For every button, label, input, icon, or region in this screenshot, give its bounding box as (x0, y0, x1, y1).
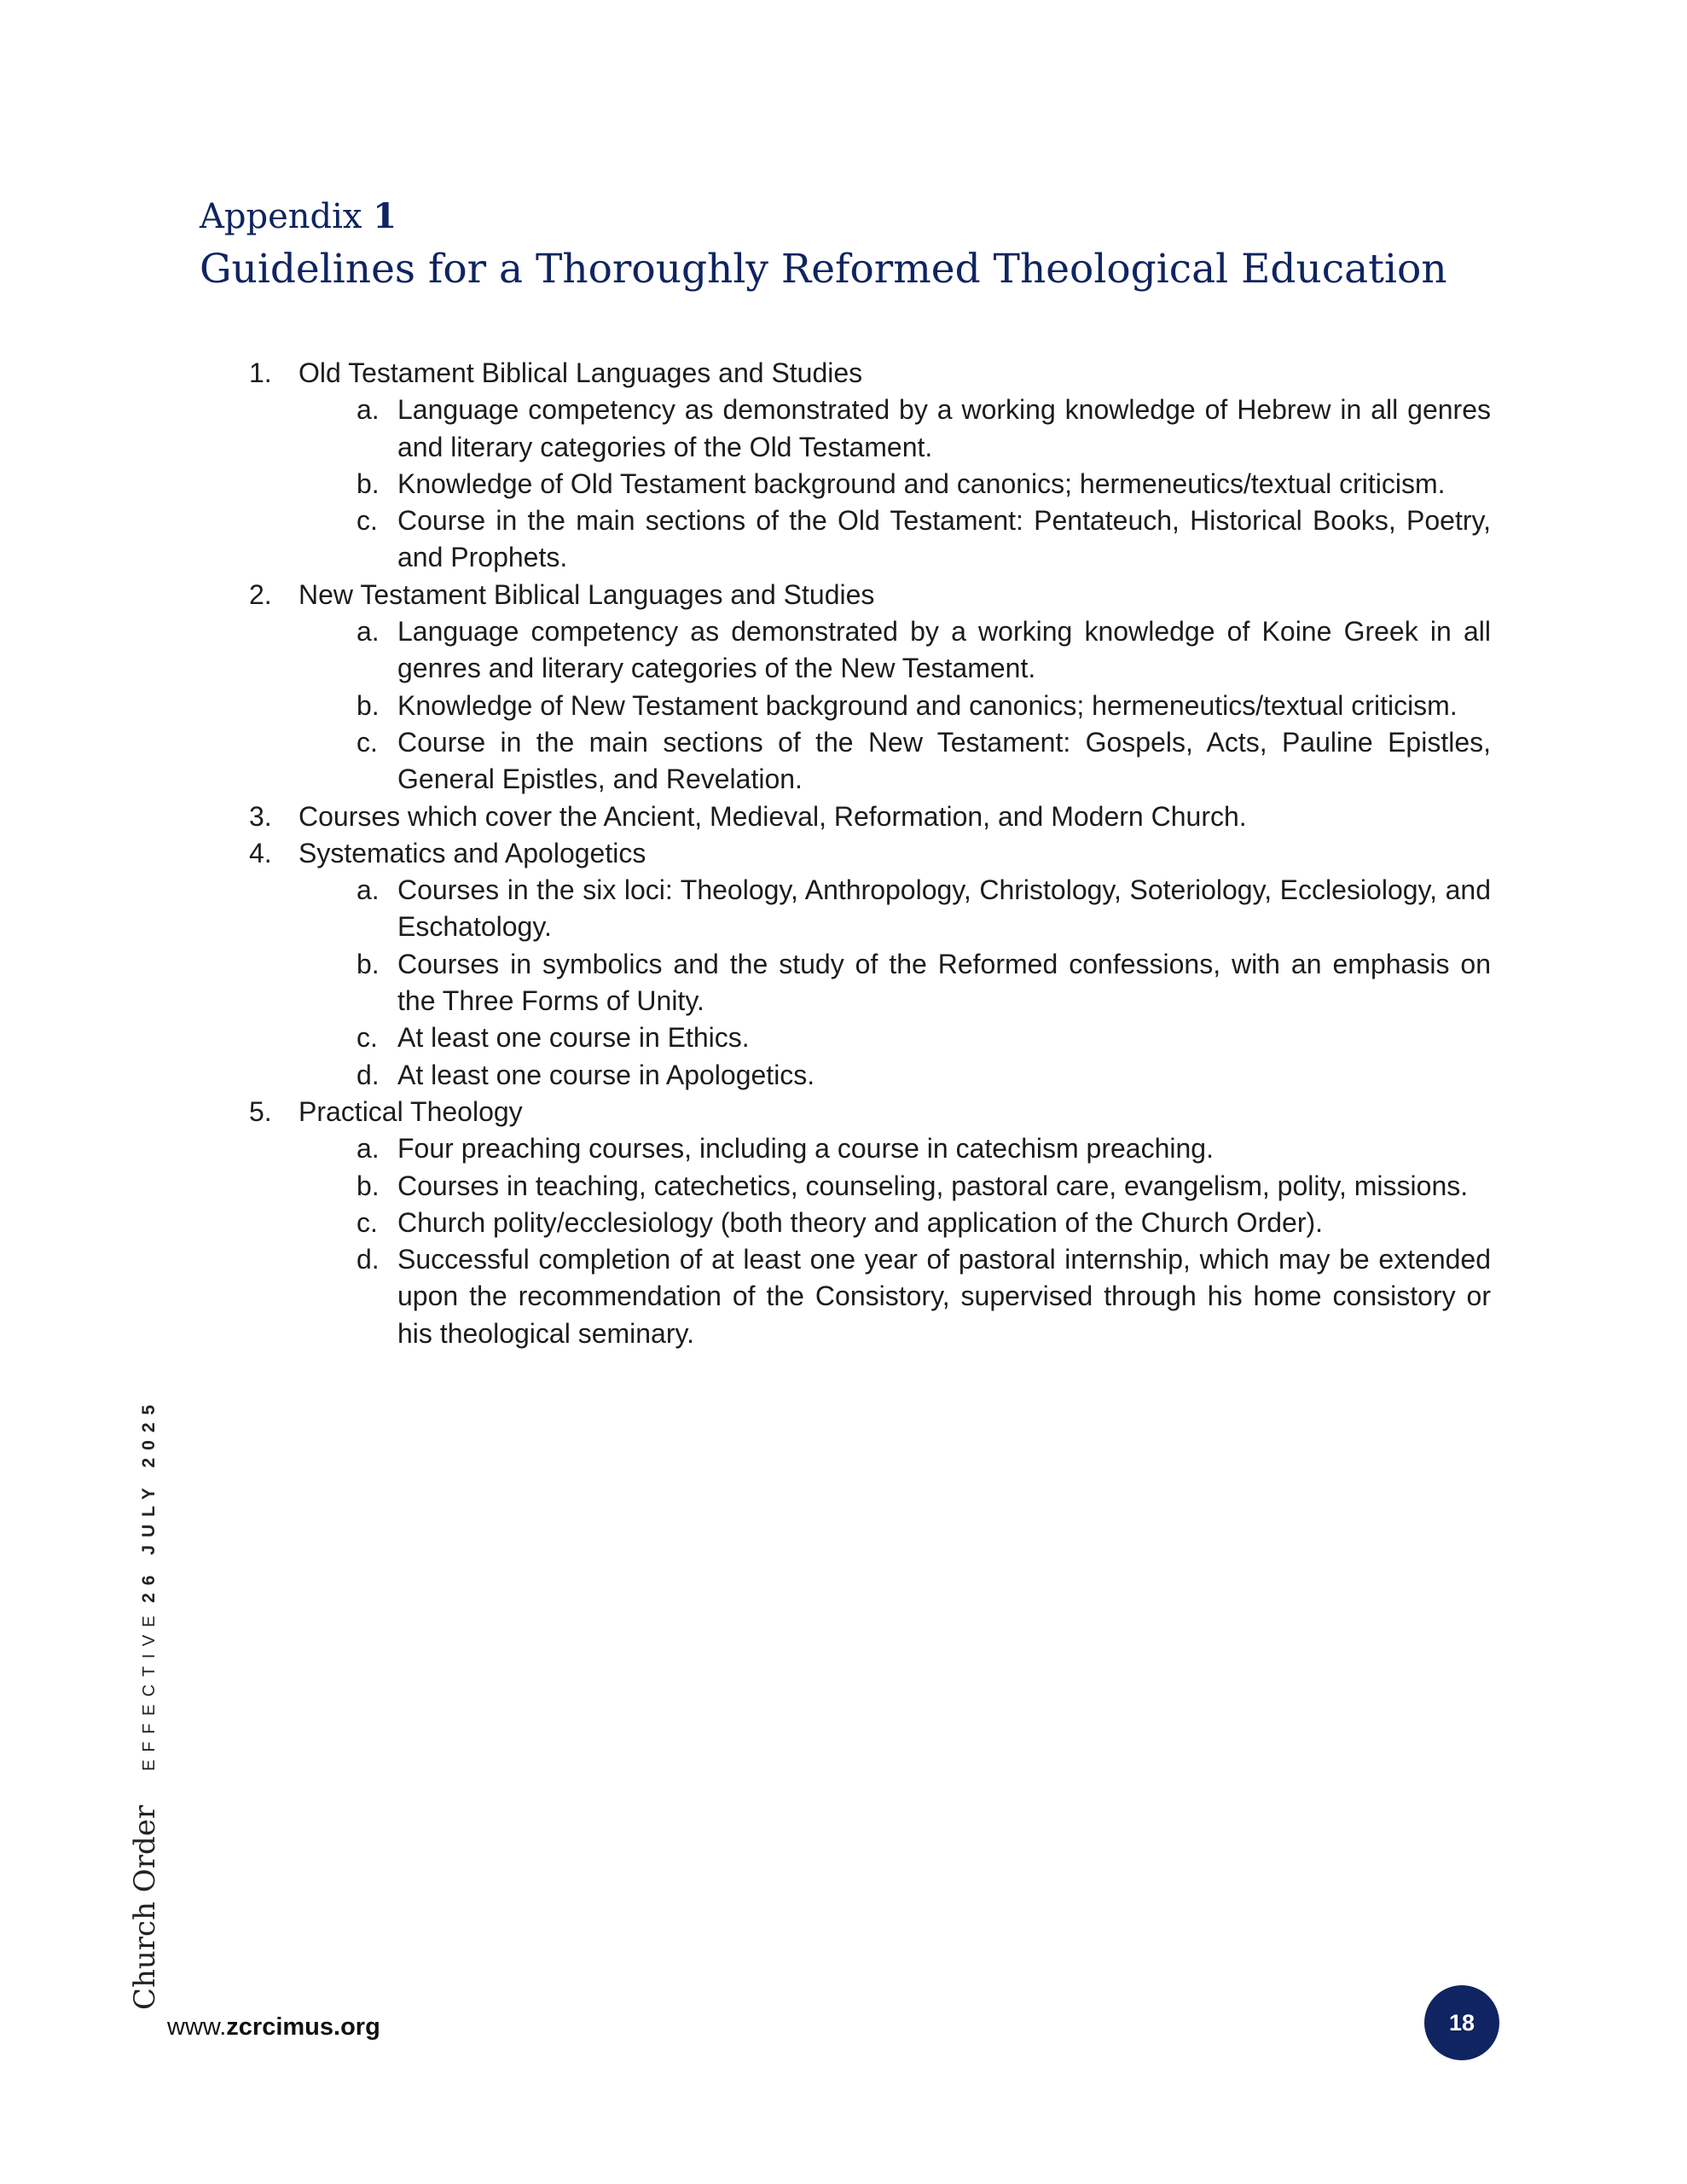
subitem-letter: c. (357, 1022, 378, 1054)
appendix-label (200, 195, 1447, 239)
guideline-subitem (244, 392, 1491, 466)
guideline-text: Courses which cover the Ancient, Medieval, Reformation, and Modern Church. (299, 800, 1247, 832)
guideline-section (244, 1094, 1491, 1352)
subitem-letter: a. (357, 616, 380, 648)
guideline-subitems (244, 613, 1491, 798)
guideline-subitem (244, 872, 1491, 946)
guideline-subitem (244, 1019, 1491, 1056)
subitem-text: Four preaching courses, including a course in catechism preaching. (397, 1133, 1214, 1165)
subitem-text: Successful completion of at least one year of pastoral internship, which may be extended upon the recommendation of the Consistory, supervised through his home consistory or his theological seminary. (397, 1244, 1491, 1349)
subitem-letter: a. (357, 1133, 380, 1165)
guideline-number: 3. (249, 800, 272, 832)
subitem-text: Knowledge of Old Testament background and canonics; hermeneutics/textual criticism. (397, 468, 1446, 499)
subitem-text: Courses in teaching, catechetics, counseling, pastoral care, evangelism, polity, missions. (397, 1170, 1469, 1201)
appendix-number: 1 (373, 196, 397, 236)
guideline-number: 1. (249, 357, 272, 388)
footer-website-link[interactable] (167, 2013, 380, 2042)
vertical-side-label (128, 1397, 162, 2010)
subitem-text: At least one course in Apologetics. (397, 1059, 815, 1090)
subitem-letter: b. (357, 948, 380, 979)
guideline-subitem (244, 502, 1491, 577)
guideline-text: New Testament Biblical Languages and Studies (299, 578, 875, 610)
subitem-text: Courses in symbolics and the study of the Reformed confessions, with an emphasis on the Three Forms of Unity. (397, 948, 1491, 1017)
guideline-subitem (244, 1168, 1491, 1205)
guideline-subitem (244, 1130, 1491, 1167)
subitem-letter: b. (357, 468, 380, 499)
guideline-number: 4. (249, 837, 272, 868)
subitem-text: Courses in the six loci: Theology, Anthropology, Christology, Soteriology, Ecclesiology, and Eschatology. (397, 874, 1491, 943)
page-number-badge (1424, 1985, 1499, 2060)
guideline-number: 5. (249, 1095, 272, 1127)
guideline-subitems (244, 392, 1491, 576)
subitem-letter: a. (357, 394, 380, 426)
guideline-subitem (244, 688, 1491, 724)
appendix-word: Appendix (200, 197, 362, 236)
subitem-letter: a. (357, 874, 380, 906)
page-heading (200, 195, 1447, 295)
subitem-text: Course in the main sections of the New Testament: Gospels, Acts, Pauline Epistles, General Epistles, and Revelation. (397, 726, 1491, 795)
page-number: 18 (1448, 2009, 1475, 2036)
guideline-text: Practical Theology (299, 1095, 523, 1127)
subitem-letter: b. (357, 1170, 380, 1201)
subitem-text: Language competency as demonstrated by a working knowledge of Hebrew in all genres and literary categories of the Old Testament. (397, 394, 1491, 462)
subitem-letter: d. (357, 1244, 380, 1275)
guideline-subitem (244, 1241, 1491, 1352)
subitem-letter: b. (357, 689, 380, 721)
guideline-text: Systematics and Apologetics (299, 837, 646, 868)
subitem-letter: c. (357, 726, 378, 758)
guideline-section (244, 355, 1491, 577)
guideline-number: 2. (249, 578, 272, 610)
subitem-letter: c. (357, 1206, 378, 1238)
subitem-text: Church polity/ecclesiology (both theory and application of the Church Order). (397, 1206, 1324, 1238)
footer-url-domain: zcrcimus.org (226, 2013, 380, 2041)
subitem-text: At least one course in Ethics. (397, 1022, 750, 1054)
guideline-section (244, 799, 1491, 835)
footer-url-prefix: www. (167, 2013, 227, 2041)
guideline-subitem (244, 1205, 1491, 1241)
guideline-item (244, 1094, 1491, 1130)
subitem-letter: d. (357, 1059, 380, 1090)
subitem-text: Course in the main sections of the Old Testament: Pentateuch, Historical Books, Poetry, and Prophets. (397, 505, 1491, 573)
guideline-item (244, 577, 1491, 613)
side-effective-date: 26 JULY 2025 (139, 1397, 159, 1603)
guideline-section (244, 577, 1491, 799)
subitem-text: Knowledge of New Testament background and canonics; hermeneutics/textual criticism. (397, 689, 1458, 721)
guideline-item (244, 835, 1491, 872)
guideline-subitem (244, 724, 1491, 799)
page-title: Guidelines for a Thoroughly Reformed Theological Education (200, 246, 1447, 293)
side-effective-label: EFFECTIVE (140, 1607, 159, 1771)
guideline-subitem (244, 946, 1491, 1020)
guideline-subitem (244, 613, 1491, 688)
guideline-item (244, 799, 1491, 835)
side-document-name: Church Order (128, 1804, 162, 2010)
guideline-subitem (244, 1057, 1491, 1094)
guideline-section (244, 835, 1491, 1094)
subitem-letter: c. (357, 505, 378, 537)
guideline-subitems (244, 872, 1491, 1094)
guideline-text: Old Testament Biblical Languages and Studies (299, 357, 863, 388)
guidelines-list (244, 355, 1491, 1352)
guideline-subitems (244, 1130, 1491, 1352)
guideline-item (244, 355, 1491, 392)
subitem-text: Language competency as demonstrated by a working knowledge of Koine Greek in all genres and literary categories of the New Testament. (397, 616, 1491, 684)
guideline-subitem (244, 466, 1491, 502)
